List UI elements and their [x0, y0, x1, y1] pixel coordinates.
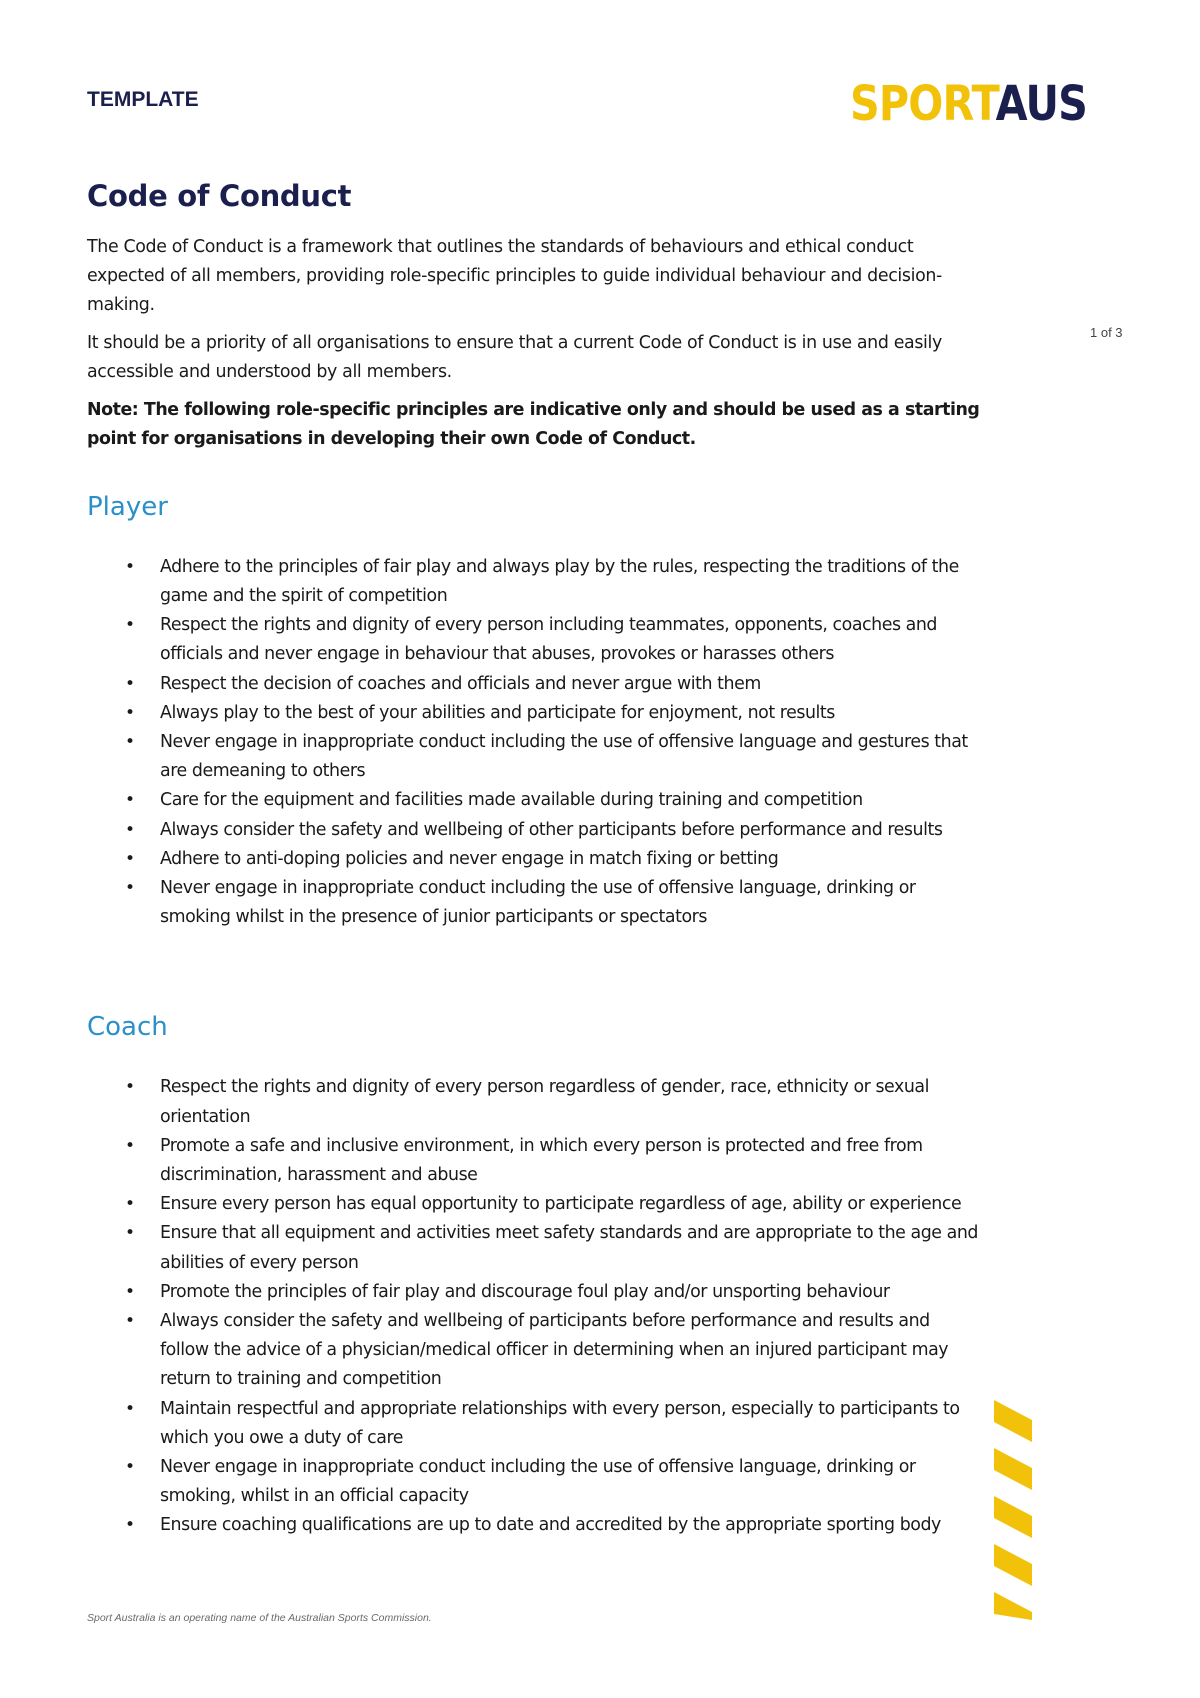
bullet-icon: •: [125, 819, 135, 840]
list-item: [87, 728, 992, 786]
intro-paragraph-1: The Code of Conduct is a framework that outlines the standards of behaviours and ethical conduct expected of all members, providing role-specific principles to guide individual behaviour and decision-making.: [87, 236, 942, 315]
list-item-text: Respect the rights and dignity of every person including teammates, opponents, coaches and officials and never engage in behaviour that abuses, provokes or harasses others: [160, 615, 938, 665]
coach-principles-list: [87, 1073, 992, 1540]
list-item: [87, 1395, 992, 1453]
template-label: TEMPLATE: [87, 88, 199, 111]
list-item: [87, 1278, 992, 1307]
bullet-icon: •: [125, 1398, 135, 1419]
intro-paragraph-2: It should be a priority of all organisations to ensure that a current Code of Conduct is in use and easily accessible and understood by all members.: [87, 332, 942, 382]
stripe: [994, 1544, 1032, 1586]
list-item: [87, 1453, 992, 1511]
list-item-text: Promote a safe and inclusive environment, in which every person is protected and free from discrimination, harassment and abuse: [160, 1135, 923, 1185]
bullet-icon: •: [125, 1223, 135, 1244]
bullet-icon: •: [125, 673, 135, 694]
list-item-text: Always consider the safety and wellbeing of participants before performance and results and follow the advice of a physician/medical officer in determining when an injured participant may return to training and competition: [160, 1310, 949, 1390]
list-item-text: Respect the decision of coaches and officials and never argue with them: [160, 673, 761, 694]
footer-text: Sport Australia is an operating name of the Australian Sports Commission.: [87, 1612, 432, 1624]
stripe: [994, 1448, 1032, 1490]
decorative-stripes-icon: [988, 1400, 1058, 1620]
list-item: [87, 699, 992, 728]
bullet-icon: •: [125, 1281, 135, 1302]
list-item: [87, 1132, 992, 1190]
list-item-text: Ensure coaching qualifications are up to date and accredited by the appropriate sporting body: [160, 1515, 941, 1536]
list-item-text: Adhere to the principles of fair play and always play by the rules, respecting the traditions of the game and the spirit of competition: [160, 556, 959, 606]
logo-sport-text: SPORT: [850, 76, 996, 132]
bullet-icon: •: [125, 848, 135, 869]
bullet-icon: •: [125, 1194, 135, 1215]
list-item-text: Respect the rights and dignity of every person regardless of gender, race, ethnicity or sexual orientation: [160, 1077, 930, 1127]
list-item: [87, 1511, 992, 1540]
stripe: [994, 1496, 1032, 1538]
list-item: [87, 670, 992, 699]
page-number: 1 of 3: [1090, 325, 1123, 340]
stripe: [994, 1400, 1032, 1442]
list-item: [87, 553, 992, 611]
bullet-icon: •: [125, 877, 135, 898]
bullet-icon: •: [125, 1135, 135, 1156]
list-item-text: Never engage in inappropriate conduct including the use of offensive language, drinking or smoking whilst in the presence of junior participants or spectators: [160, 877, 916, 928]
bullet-icon: •: [125, 1515, 135, 1536]
bullet-icon: •: [125, 702, 135, 723]
list-item-text: Never engage in inappropriate conduct including the use of offensive language, drinking or smoking, whilst in an official capacity: [160, 1456, 916, 1507]
logo-aus-text: AUS: [995, 76, 1088, 132]
bullet-icon: •: [125, 1077, 135, 1098]
list-item-text: Ensure that all equipment and activities meet safety standards and are appropriate to the age and abilities of every person: [160, 1223, 978, 1273]
section-heading-player: Player: [87, 491, 168, 522]
player-principles-list: [87, 553, 992, 933]
list-item-text: Never engage in inappropriate conduct including the use of offensive language and gestures that are demeaning to others: [160, 731, 968, 782]
note-paragraph: Note: The following role-specific principles are indicative only and should be used as a starting point for organisations in developing their own Code of Conduct.: [87, 399, 980, 449]
sportaus-logo: [850, 76, 1088, 132]
stripe: [994, 1592, 1032, 1620]
list-item: [87, 1307, 992, 1395]
list-item: [87, 874, 992, 932]
page-title: Code of Conduct: [87, 179, 352, 213]
bullet-icon: •: [125, 1310, 135, 1331]
list-item-text: Adhere to anti-doping policies and never engage in match fixing or betting: [160, 848, 779, 869]
list-item-text: Maintain respectful and appropriate relationships with every person, especially to participants to which you owe a duty of care: [160, 1398, 960, 1448]
document-body: [87, 178, 992, 1541]
list-item: [87, 611, 992, 669]
list-item-text: Always consider the safety and wellbeing of other participants before performance and results: [160, 819, 943, 840]
list-item-text: Always play to the best of your abilities and participate for enjoyment, not results: [160, 702, 835, 723]
list-item-text: Care for the equipment and facilities made available during training and competition: [160, 790, 863, 811]
list-item: [87, 1190, 992, 1219]
list-item: [87, 786, 992, 815]
bullet-icon: •: [125, 790, 135, 811]
bullet-icon: •: [125, 556, 135, 577]
section-heading-coach: Coach: [87, 1012, 168, 1043]
list-item-text: Promote the principles of fair play and discourage foul play and/or unsporting behaviour: [160, 1281, 890, 1302]
bullet-icon: •: [125, 615, 135, 636]
list-item: [87, 1073, 992, 1131]
bullet-icon: •: [125, 1456, 135, 1477]
list-item-text: Ensure every person has equal opportunity to participate regardless of age, ability or experience: [160, 1194, 962, 1215]
list-item: [87, 816, 992, 845]
list-item: [87, 1219, 992, 1277]
bullet-icon: •: [125, 731, 135, 752]
list-item: [87, 845, 992, 874]
